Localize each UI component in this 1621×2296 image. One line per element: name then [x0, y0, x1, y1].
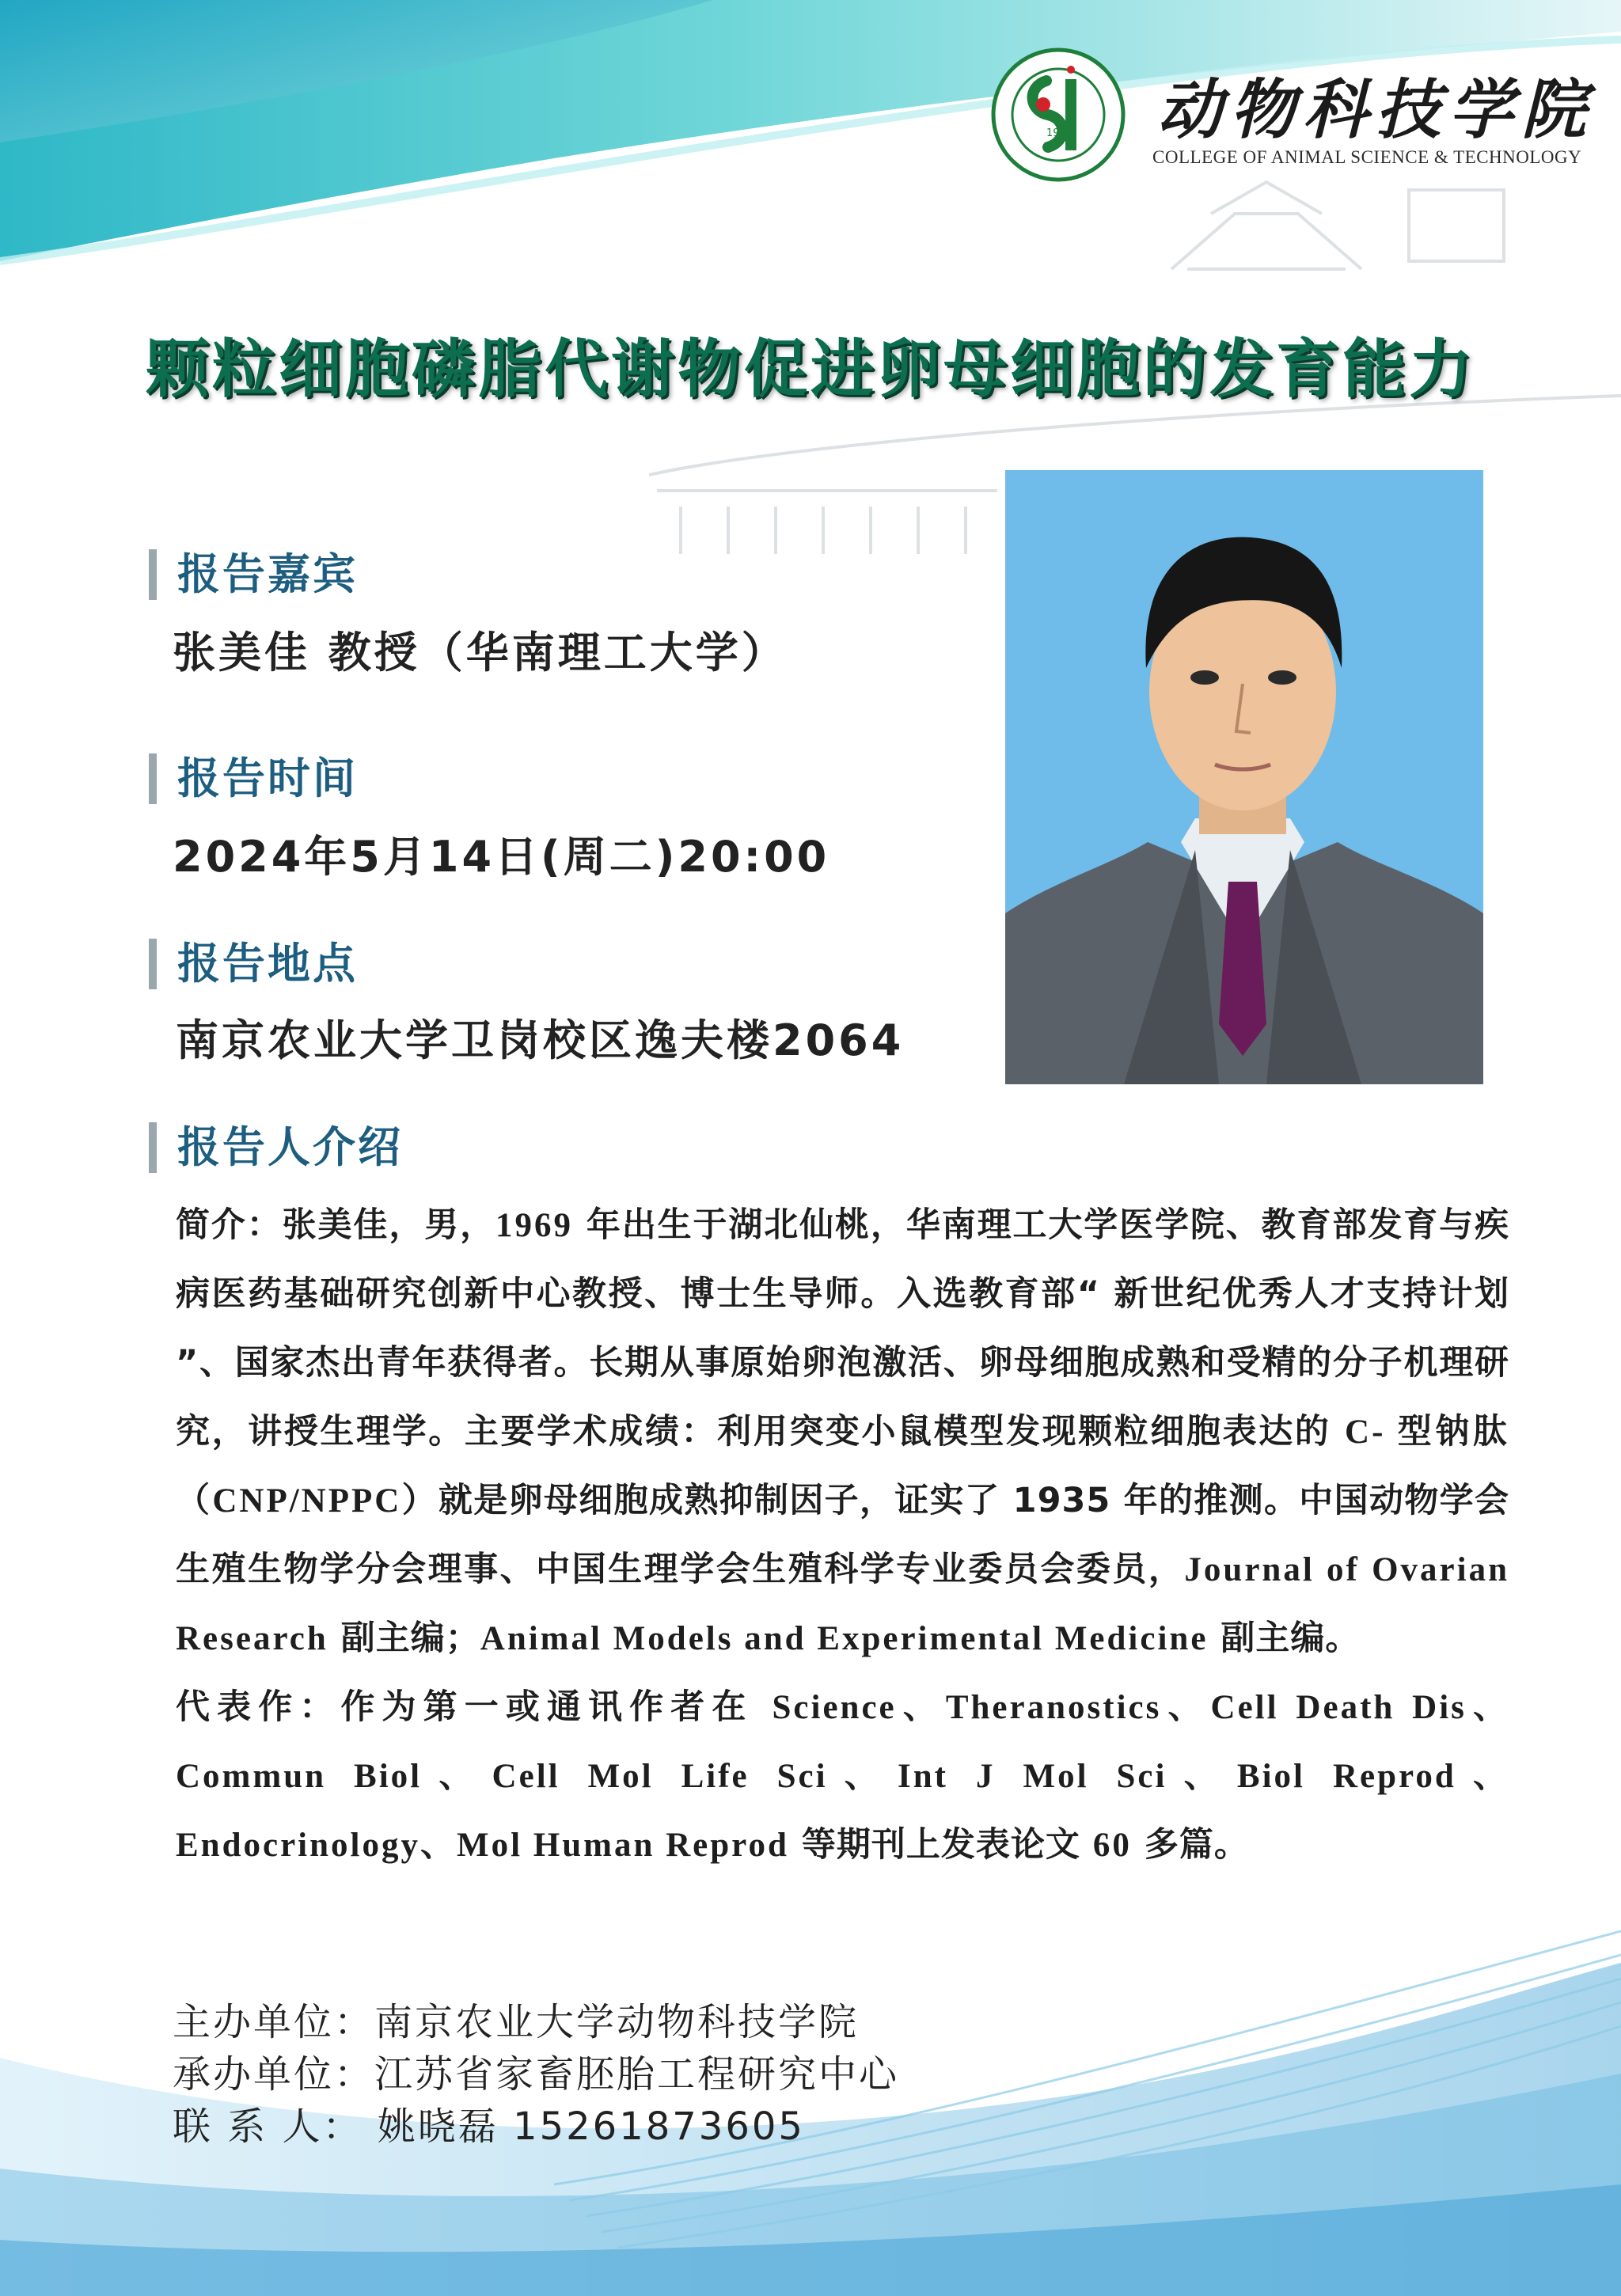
works-s1: 代表作：作为第一或通讯作者在	[176, 1687, 773, 1727]
intro-journal-2: Animal Models and Experimental Medicine	[480, 1620, 1209, 1657]
works-s3: 多篇。	[1131, 1825, 1249, 1865]
speaker-intro-heading: 报告人介绍	[149, 1122, 403, 1173]
time-heading: 报告时间	[149, 753, 358, 804]
intro-paragraph	[176, 1191, 1509, 1673]
guest-heading: 报告嘉宾	[149, 549, 358, 600]
intro-journal-1: Journal of Ovarian Research	[176, 1551, 1510, 1657]
intro-s3: 就是卵母细胞成熟抑制因子，证实了 1935 年的推测。中国动物学会生殖生物学分会理事、中国生理学会生殖科学专业委员会委员，	[176, 1481, 1509, 1589]
speaker-intro-text	[176, 1191, 1509, 1880]
works-count: 60	[1092, 1827, 1132, 1864]
guest-value: 张美佳 教授（华南理工大学）	[173, 628, 788, 677]
logo-year: 1917	[1046, 127, 1073, 139]
intro-s5: 副主编。	[1208, 1619, 1361, 1658]
time-value: 2024年5月14日(周二)20:00	[173, 832, 830, 882]
page-title: 颗粒细胞磷脂代谢物促进卵母细胞的发育能力	[146, 332, 1475, 406]
host-unit: 主办单位：南京农业大学动物科技学院	[173, 2000, 860, 2044]
college-logo	[991, 47, 1126, 182]
intro-s1: 简介：张美佳，男，	[176, 1205, 495, 1245]
venue-heading: 报告地点	[149, 939, 358, 989]
intro-s4: 副主编；	[328, 1619, 480, 1658]
speaker-photo	[1005, 470, 1483, 1084]
intro-s2: 年出生于湖北仙桃，华南理工大学医学院、教育部发育与疾病医药基础研究创新中心教授、博士生导师。入选教育部“ 新世纪优秀人才支持计划 ”、国家杰出青年获得者。长期从事原始卵泡激活、卵母细胞成熟和受精的分子机理研究，讲授生理学。主要学术成绩：利用突变小鼠模型发现颗粒细胞表达的	[176, 1205, 1509, 1452]
organizer-unit: 承办单位：江苏省家畜胚胎工程研究中心	[173, 2052, 900, 2097]
college-name-cn: 动物科技学院	[1157, 72, 1594, 148]
contact-person: 联 系 人： 姚晓磊 15261873605	[173, 2104, 805, 2149]
works-journals: Science、Theranostics、Cell Death Dis、Commun Biol、Cell Mol Life Sci、Int J Mol Sci、Biol Reprod、Endocrinology、Mol Human Reprod	[176, 1689, 1509, 1864]
college-name-en: COLLEGE OF ANIMAL SCIENCE & TECHNOLOGY	[1152, 147, 1582, 167]
works-paragraph	[176, 1673, 1509, 1880]
venue-value: 南京农业大学卫岗校区逸夫楼2064	[176, 1015, 905, 1065]
works-s2: 等期刊上发表论文	[788, 1825, 1093, 1865]
intro-cnp: C- 型钠肽（CNP/NPPC）	[176, 1414, 1509, 1520]
intro-year: 1969	[495, 1207, 573, 1244]
footer	[173, 1996, 899, 2153]
